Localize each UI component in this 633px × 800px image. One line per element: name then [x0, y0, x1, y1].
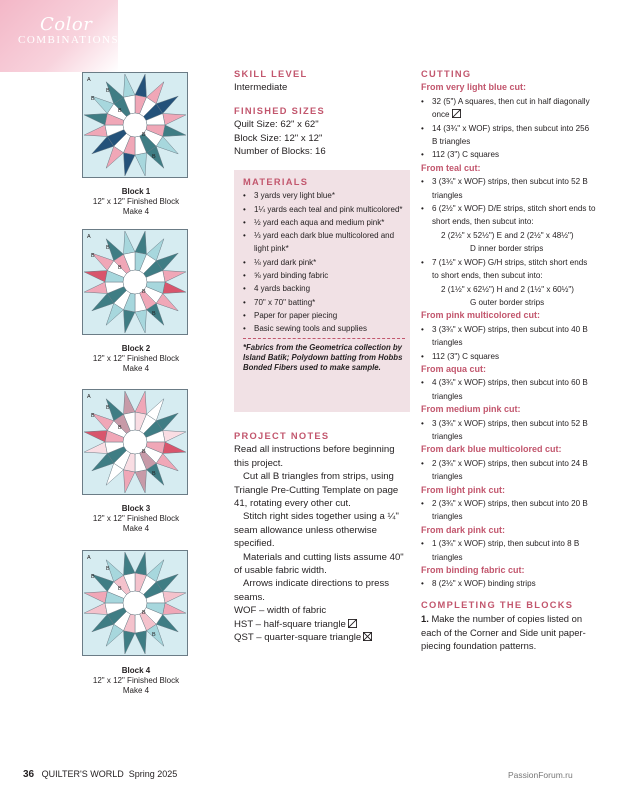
- piece-label: B: [142, 132, 146, 138]
- block-3-caption: [62, 504, 210, 534]
- cut-binding-head: From binding fabric cut:: [421, 565, 525, 576]
- cut-darkpink-head: From dark pink cut:: [421, 524, 506, 535]
- cut-item: • 14 (3¾" x WOF) strips, then subcut into 256 B triangles: [421, 122, 596, 149]
- notes-hst: HST – half-square triangle: [234, 618, 346, 630]
- cut-item: • 112 (3") C squares: [421, 148, 596, 161]
- magazine-name: QUILTER'S WORLD: [41, 769, 124, 779]
- cutting-heading: CUTTING: [421, 69, 472, 79]
- piece-label: B: [118, 425, 122, 431]
- piece-label: B: [91, 253, 95, 259]
- notes-wof: WOF – width of fabric: [234, 605, 327, 617]
- step-text: Make the number of copies listed on each of the Corner and Side unit paper-piecing foundation patterns.: [421, 613, 586, 652]
- cut-subitem: 2 (2½" x 52½") E and 2 (2½" x 48½"): [441, 230, 574, 240]
- cut-subitem: 2 (1½" x 62½") H and 2 (1½" x 60½"): [441, 284, 574, 294]
- watermark: PassionForum.ru: [508, 770, 573, 780]
- cut-item: • 7 (1½" x WOF) G/H strips, stitch short ends to short ends, then subcut into:: [421, 256, 596, 283]
- notes-p1: Read all instructions before beginning this project.: [234, 444, 395, 469]
- block-1-caption: [62, 187, 210, 217]
- cutting-section: [421, 68, 596, 652]
- notes-p4: Materials and cutting lists assume 40" of usable fabric width.: [234, 551, 404, 577]
- block-3-svg: [82, 389, 188, 495]
- block-4-title: Block 4: [121, 666, 151, 675]
- piece-label: B: [91, 96, 95, 102]
- piece-label: B: [91, 413, 95, 419]
- piece-label: B: [106, 566, 110, 572]
- cut-lightpink-head: From light pink cut:: [421, 484, 505, 495]
- cut-teal-head: From teal cut:: [421, 162, 481, 173]
- cut-subitem: D inner border strips: [470, 244, 544, 254]
- cut-item: • 2 (3¾" x WOF) strips, then subcut into 24 B triangles: [421, 457, 596, 484]
- block-1-title: Block 1: [121, 187, 151, 196]
- material-item: • 1¼ yards each teal and pink multicolored*: [243, 203, 405, 216]
- skill-heading: SKILL LEVEL: [234, 69, 308, 79]
- material-item: • Basic sewing tools and supplies: [243, 322, 405, 335]
- notes-p2: Cut all B triangles from strips, using Triangle Pre-Cutting Template on page 41, rotating every other cut.: [234, 471, 399, 510]
- notes-qst: QST – quarter-square triangle: [234, 632, 362, 644]
- block-1-size: 12" x 12" Finished Block: [92, 197, 180, 206]
- block-3-title: Block 3: [121, 504, 151, 513]
- cut-item: 32 (5") A squares, then cut in half diagonally once: [432, 96, 590, 120]
- materials-box: [234, 170, 410, 412]
- section-tab: [0, 0, 118, 72]
- piece-label: B: [152, 632, 156, 638]
- qst-icon: [363, 632, 372, 641]
- block-2-size: 12" x 12" Finished Block: [92, 354, 180, 363]
- cut-item: • 3 (3¾" x WOF) strips, then subcut into 52 B triangles: [421, 417, 596, 444]
- piece-label: A: [87, 77, 91, 83]
- cut-darkblue-head: From dark blue multicolored cut:: [421, 444, 562, 455]
- block-4-caption: [62, 666, 210, 696]
- piece-label: A: [87, 555, 91, 561]
- piece-label: A: [87, 394, 91, 400]
- block-2-title: Block 2: [121, 344, 151, 353]
- section-tab-line1: Color: [40, 14, 93, 35]
- piece-label: B: [152, 471, 156, 477]
- finished-quilt: Quilt Size: 62" x 62": [234, 119, 319, 131]
- cut-lightblue-head: From very light blue cut:: [421, 82, 527, 93]
- piece-label: B: [152, 311, 156, 317]
- hst-icon: [452, 109, 461, 118]
- material-item: • ⅛ yard dark pink*: [243, 256, 405, 269]
- notes-p3: Stitch right sides together using a ¼" seam allowance unless otherwise specified.: [234, 511, 399, 550]
- notes-p5: Arrows indicate directions to press seams.: [234, 578, 390, 603]
- piece-label: B: [106, 405, 110, 411]
- skill-value: Intermediate: [234, 82, 288, 94]
- cut-aqua-head: From aqua cut:: [421, 363, 487, 374]
- finished-block: Block Size: 12" x 12": [234, 132, 323, 144]
- cut-item: • 2 (3¾" x WOF) strips, then subcut into 20 B triangles: [421, 497, 596, 524]
- piece-label: B: [118, 586, 122, 592]
- hst-icon: [348, 619, 357, 628]
- block-2-svg: [82, 229, 188, 335]
- material-item: • Paper for paper piecing: [243, 309, 405, 322]
- cut-pinkmulti-head: From pink multicolored cut:: [421, 310, 541, 321]
- block-2-diagram: [82, 229, 188, 335]
- cut-item: • 4 (3¾" x WOF) strips, then subcut into 60 B triangles: [421, 376, 596, 403]
- block-1-svg: [82, 72, 188, 178]
- piece-label: B: [118, 265, 122, 271]
- materials-divider: [243, 338, 405, 339]
- cut-item: • 1 (3¾" x WOF) strip, then subcut into 8 B triangles: [421, 537, 596, 564]
- cut-item: • 6 (2½" x WOF) D/E strips, stitch short ends to short ends, then subcut into:: [421, 202, 596, 229]
- skill-section: [234, 68, 410, 158]
- piece-label: B: [152, 154, 156, 160]
- finished-heading: FINISHED SIZES: [234, 105, 326, 116]
- block-4-make: Make 4: [122, 686, 150, 695]
- material-item: • ½ yard each aqua and medium pink*: [243, 216, 405, 229]
- cut-item: • 112 (3") C squares: [421, 350, 596, 363]
- page-number: 36: [23, 769, 35, 780]
- piece-label: B: [142, 449, 146, 455]
- piece-label: B: [106, 88, 110, 94]
- cut-medpink-head: From medium pink cut:: [421, 404, 521, 415]
- block-2-caption: [62, 344, 210, 374]
- step-number: 1.: [421, 613, 429, 625]
- block-1-make: Make 4: [122, 207, 150, 216]
- block-4-svg: [82, 550, 188, 656]
- notes-heading: PROJECT NOTES: [234, 431, 330, 441]
- material-item: • ⅝ yard binding fabric: [243, 269, 405, 282]
- cut-subitem: G outer border strips: [470, 297, 545, 307]
- piece-label: B: [142, 610, 146, 616]
- material-item: • 3 yards very light blue*: [243, 189, 405, 202]
- cut-item: • 3 (3¾" x WOF) strips, then subcut into 40 B triangles: [421, 323, 596, 350]
- materials-heading: MATERIALS: [243, 177, 309, 187]
- page-footer: [23, 769, 177, 780]
- piece-label: B: [142, 289, 146, 295]
- material-item: • 4 yards backing: [243, 282, 405, 295]
- block-4-diagram: [82, 550, 188, 656]
- material-item: • 70" x 70" batting*: [243, 296, 405, 309]
- section-tab-line2: COMBINATIONS: [18, 34, 120, 46]
- finished-number: Number of Blocks: 16: [234, 146, 326, 158]
- block-2-make: Make 4: [122, 364, 150, 373]
- piece-label: B: [106, 245, 110, 251]
- piece-label: B: [118, 108, 122, 114]
- project-notes: [234, 430, 410, 645]
- piece-label: B: [91, 574, 95, 580]
- cut-item: • 3 (3¾" x WOF) strips, then subcut into 52 B triangles: [421, 175, 596, 202]
- materials-note: *Fabrics from the Geometrica collection by Island Batik; Polydown batting from Hobbs Bonded Fibers used to make sample.: [243, 342, 403, 372]
- block-3-size: 12" x 12" Finished Block: [92, 514, 180, 523]
- block-3-diagram: [82, 389, 188, 495]
- cut-item: • 8 (2½" x WOF) binding strips: [421, 577, 596, 590]
- completing-heading: COMPLETING THE BLOCKS: [421, 599, 574, 610]
- block-4-size: 12" x 12" Finished Block: [92, 676, 180, 685]
- piece-label: A: [87, 234, 91, 240]
- issue-name: Spring 2025: [128, 769, 178, 779]
- material-item: • ⅓ yard each dark blue multicolored and light pink*: [243, 229, 405, 256]
- block-1-diagram: [82, 72, 188, 178]
- block-3-make: Make 4: [122, 524, 150, 533]
